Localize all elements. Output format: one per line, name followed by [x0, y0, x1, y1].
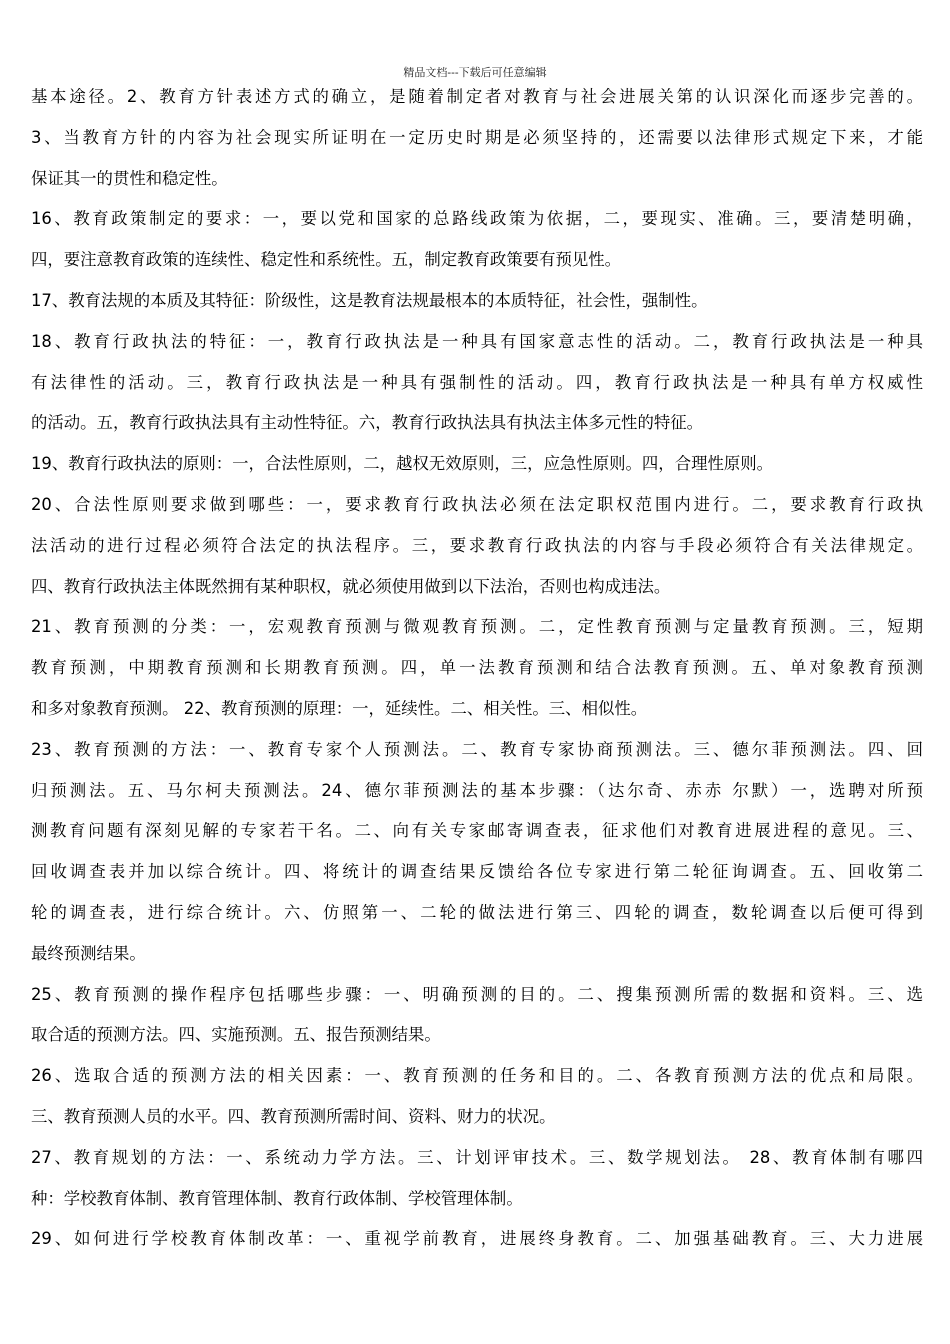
text-line: 21、教育预测的分类：一，宏观教育预测与微观教育预测。二，定性教育预测与定量教育预测。三，短期 [31, 617, 923, 637]
text-line: 归预测法。五、马尔柯夫预测法。24、德尔菲预测法的基本步骤：（达尔奇、赤赤 尔默）一，选聘对所预 [31, 780, 923, 800]
text-line: 四，要注意教育政策的连续性、稳定性和系统性。五，制定教育政策要有预见性。 [31, 250, 622, 270]
text-line: 三、教育预测人员的水平。四、教育预测所需时间、资料、财力的状况。 [31, 1106, 556, 1126]
text-line: 取合适的预测方法。四、实施预测。五、报告预测结果。 [31, 1025, 441, 1045]
text-line: 26、选取合适的预测方法的相关因素：一、教育预测的任务和目的。二、各教育预测方法的优点和局限。 [31, 1066, 923, 1086]
text-line: 19、教育行政执法的原则：一，合法性原则，二，越权无效原则，三，应急性原则。四，合理性原则。 [31, 454, 774, 474]
text-line: 教育预测，中期教育预测和长期教育预测。四，单一法教育预测和结合法教育预测。五、单对象教育预测 [31, 658, 923, 678]
text-line: 法活动的进行过程必须符合法定的执法程序。三，要求教育行政执法的内容与手段必须符合有关法律规定。 [31, 535, 923, 555]
text-line: 回收调查表并加以综合统计。四、将统计的调查结果反馈给各位专家进行第二轮征询调查。五、回收第二 [31, 862, 923, 882]
text-line: 29、如何进行学校教育体制改革：一、重视学前教育，进展终身教育。二、加强基础教育。三、大力进展 [31, 1229, 923, 1249]
text-line: 四、教育行政执法主体既然拥有某种职权，就必须使用做到以下法治，否则也构成违法。 [31, 576, 671, 596]
text-line: 和多对象教育预测。 22、教育预测的原理：一，延续性。二、相关性。三、相似性。 [31, 698, 648, 718]
text-line: 最终预测结果。 [31, 943, 146, 963]
text-line: 27、教育规划的方法：一、系统动力学方法。三、计划评审技术。三、数学规划法。 28、教育体制有哪四 [31, 1147, 923, 1167]
text-line: 的活动。五，教育行政执法具有主动性特征。六，教育行政执法具有执法主体多元性的特征。 [31, 413, 704, 433]
body-text [31, 86, 923, 1269]
text-line: 基本途径。2、教育方针表述方式的确立，是随着制定者对教育与社会进展关第的认识深化而逐步完善的。 [31, 87, 923, 106]
text-line: 25、教育预测的操作程序包括哪些步骤：一、明确预测的目的。二、搜集预测所需的数据和资料。三、选 [31, 984, 923, 1004]
text-line: 有法律性的活动。三，教育行政执法是一种具有强制性的活动。四，教育行政执法是一种具有单方权威性 [31, 372, 923, 392]
text-line: 18、教育行政执法的特征：一，教育行政执法是一种具有国家意志性的活动。二，教育行政执法是一种具 [31, 331, 923, 351]
text-line: 保证其一的贯性和稳定性。 [31, 168, 228, 188]
header-note: 精品文档---下载后可任意编辑 [403, 66, 547, 79]
text-line: 23、教育预测的方法：一、教育专家个人预测法。二、教育专家协商预测法。三、德尔菲预测法。四、回 [31, 739, 923, 759]
text-line: 17、教育法规的本质及其特征：阶级性，这是教育法规最根本的本质特征，社会性，强制性。 [31, 290, 708, 310]
text-line: 轮的调查表，进行综合统计。六、仿照第一、二轮的做法进行第三、四轮的调查，数轮调查以后便可得到 [31, 902, 923, 922]
text-line: 测教育问题有深刻见解的专家若干名。二、向有关专家邮寄调查表，征求他们对教育进展进程的意见。三、 [31, 821, 923, 841]
text-line: 16、教育政策制定的要求：一，要以党和国家的总路线政策为依据，二，要现实、准确。三，要清楚明确， [31, 209, 923, 229]
text-line: 20、合法性原则要求做到哪些：一，要求教育行政执法必须在法定职权范围内进行。二，要求教育行政执 [31, 494, 923, 514]
text-line: 种：学校教育体制、教育管理体制、教育行政体制、学校管理体制。 [31, 1188, 523, 1208]
text-line: 3、当教育方针的内容为社会现实所证明在一定历史时期是必须坚持的，还需要以法律形式规定下来，才能 [31, 127, 923, 147]
